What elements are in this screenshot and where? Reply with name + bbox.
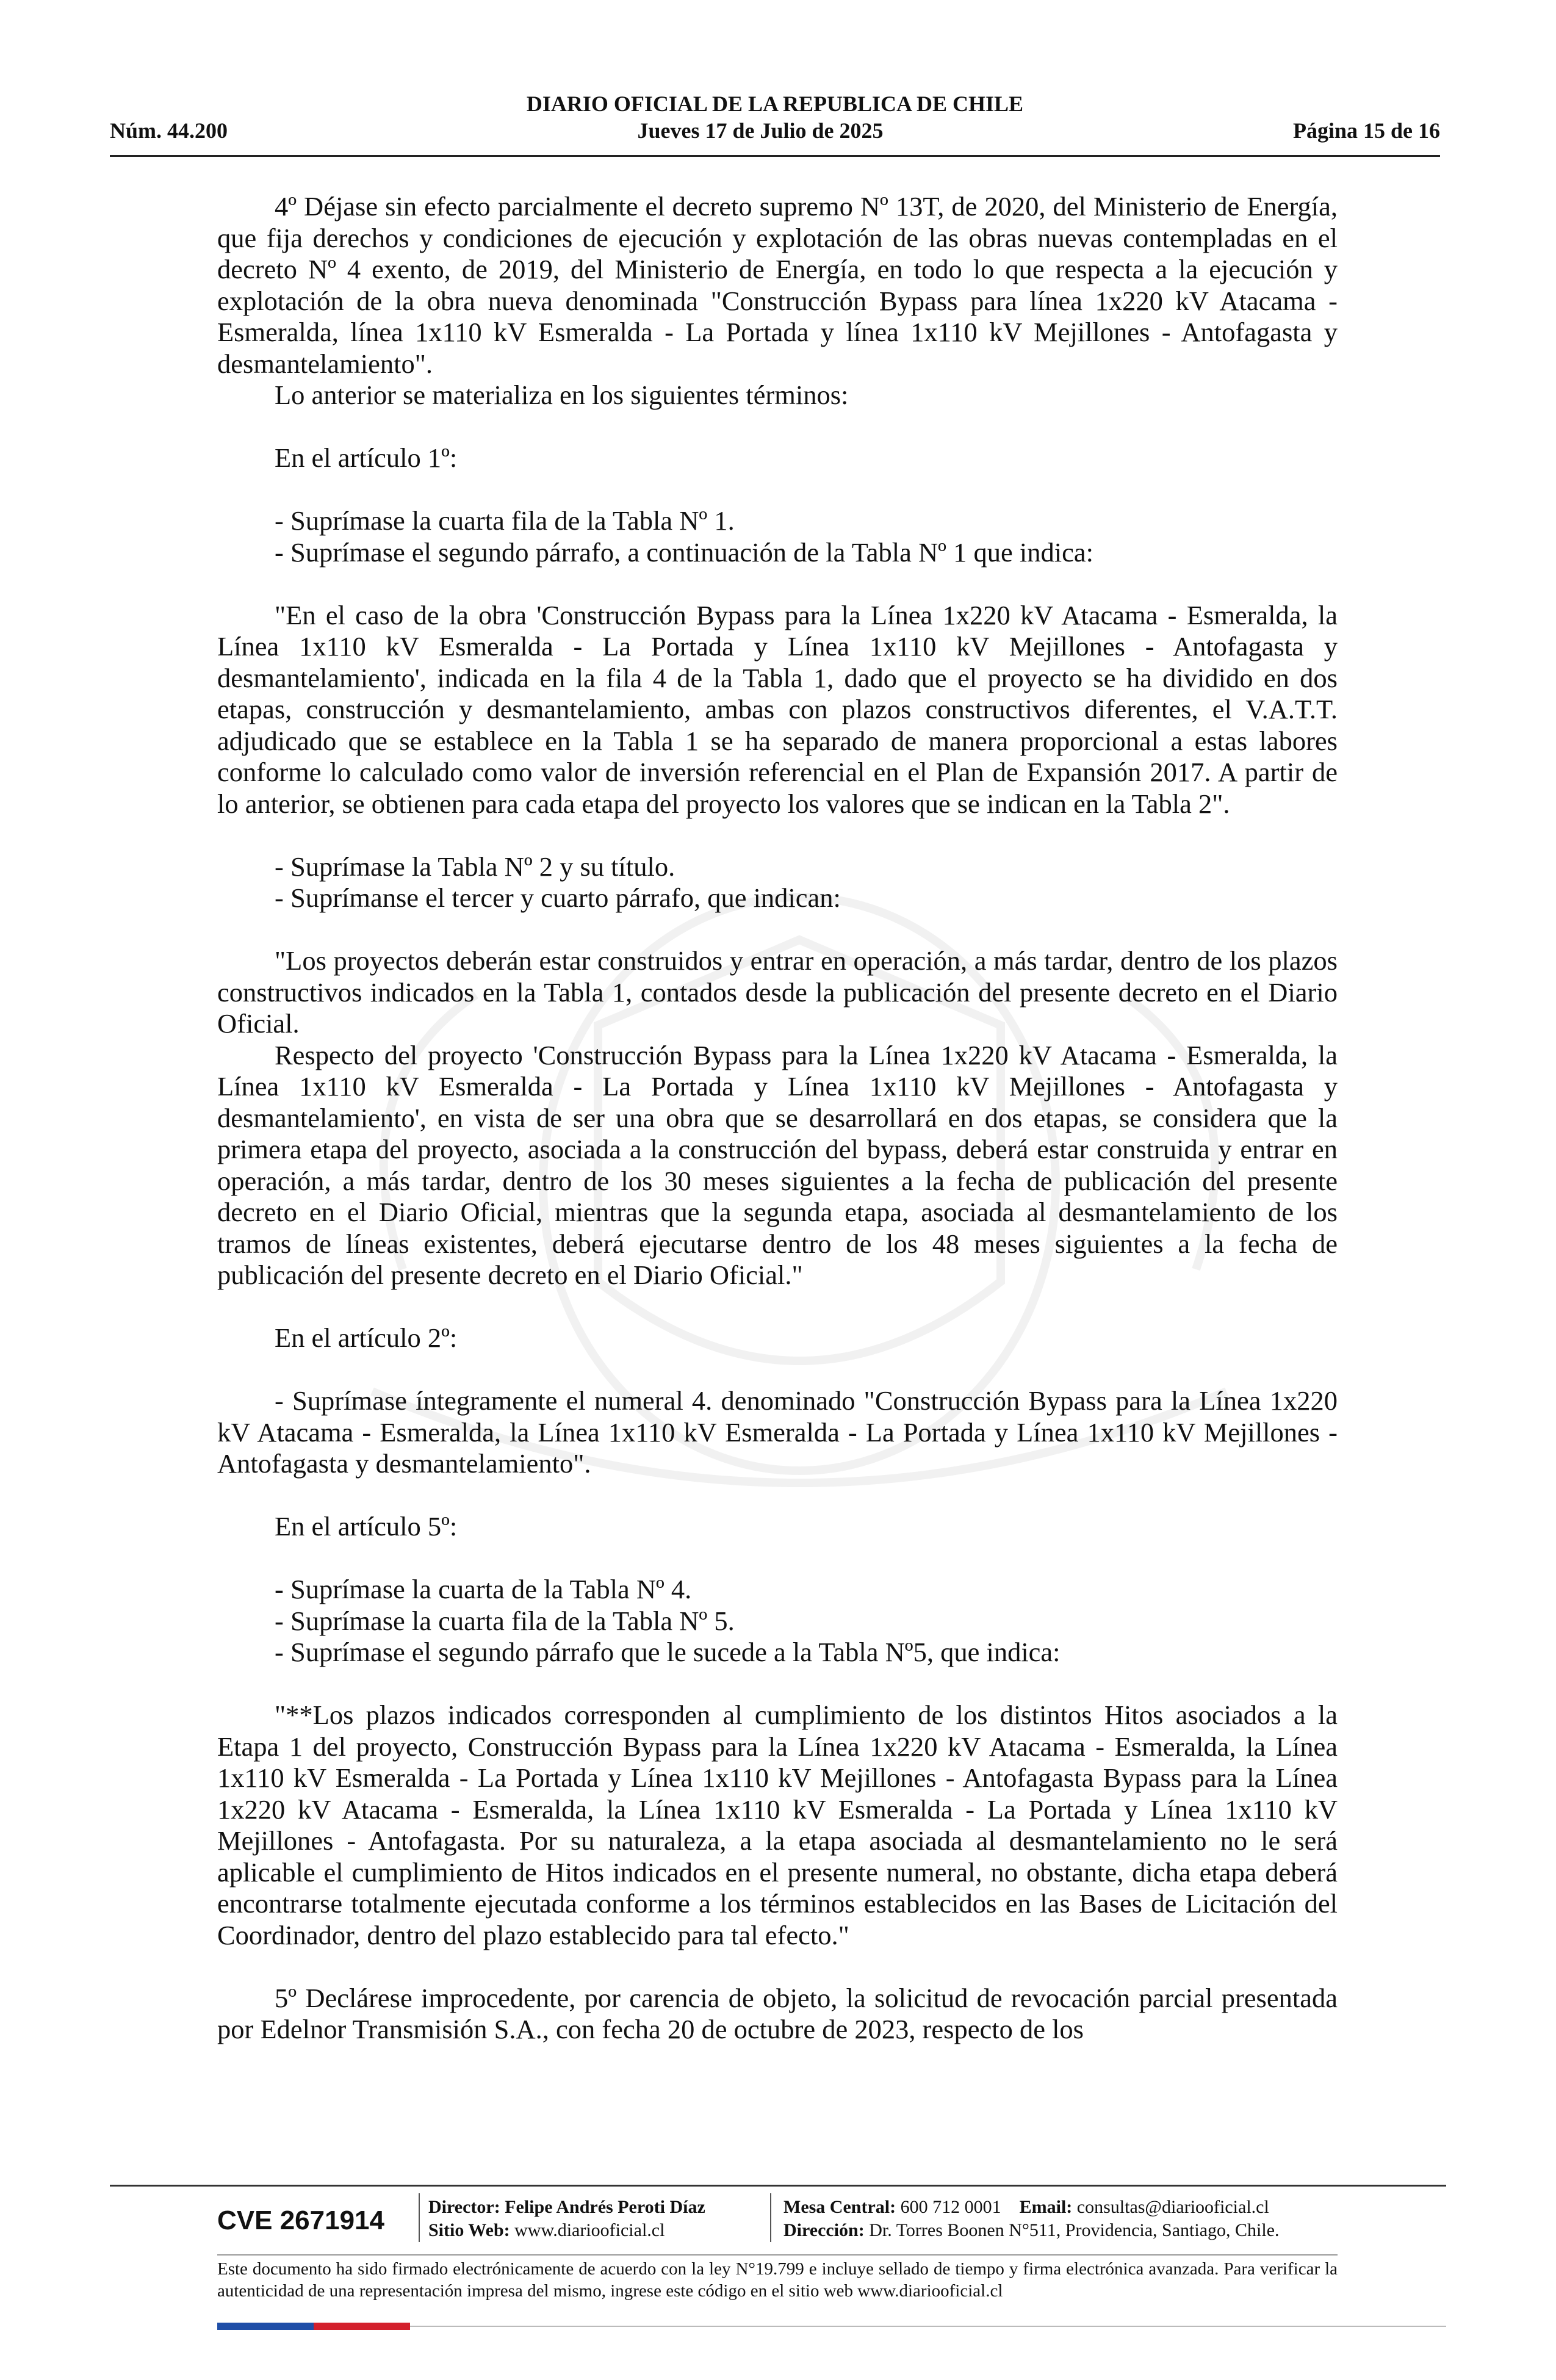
page-footer xyxy=(217,2193,1338,2249)
bottom-divider xyxy=(410,2326,1446,2327)
paragraph-gap xyxy=(217,820,1338,851)
footer-director-block xyxy=(419,2193,770,2242)
paragraph: - Suprímase el segundo párrafo, a continuación de la Tabla Nº 1 que indica: xyxy=(275,536,1093,568)
address-text: Dr. Torres Boonen N°511, Providencia, Santiago, Chile. xyxy=(869,2220,1280,2240)
paragraph-gap xyxy=(217,568,1338,600)
flag-color-bar xyxy=(217,2323,410,2330)
paragraph: - Suprímanse el tercer y cuarto párrafo, que indican: xyxy=(275,882,841,913)
mesa-phone: 600 712 0001 xyxy=(900,2197,1001,2217)
paragraph: - Suprímase la cuarta de la Tabla Nº 4. xyxy=(275,1574,692,1604)
paragraph-gap xyxy=(217,1543,1338,1574)
director-name: Felipe Andrés Peroti Díaz xyxy=(505,2197,705,2217)
footer-inner-divider xyxy=(217,2254,1338,2256)
paragraph: "Los proyectos deberán estar construidos y entrar en operación, a más tardar, dentro de los plazos constructivos indicados en la Tabla 1, contados desde la publicación del presente decreto en el Diario Oficial. xyxy=(217,945,1338,1039)
paragraph-gap xyxy=(217,411,1338,443)
website-label: Sitio Web: xyxy=(428,2220,510,2240)
legal-notice: Este documento ha sido firmado electrónicamente de acuerdo con la ley N°19.799 e incluye sellado de tiempo y firma electrónica avanzada. Para verificar la autenticidad de una representación impresa del mismo, ingrese este código en el sitio web www.diariooficial.cl xyxy=(217,2259,1338,2301)
paragraph-gap xyxy=(217,1480,1338,1512)
website-link[interactable]: www.diariooficial.cl xyxy=(514,2220,665,2240)
paragraph: Lo anterior se materializa en los siguientes términos: xyxy=(275,380,849,410)
paragraph-gap xyxy=(217,1668,1338,1700)
email-link[interactable]: consultas@diariooficial.cl xyxy=(1076,2197,1269,2217)
paragraph: En el artículo 5º: xyxy=(275,1511,458,1542)
paragraph: - Suprímase la Tabla Nº 2 y su título. xyxy=(275,851,675,882)
paragraph: 5º Declárese improcedente, por carencia de objeto, la solicitud de revocación parcial presentada por Edelnor Transmisión S.A., con fecha 20 de octubre de 2023, respecto de los xyxy=(217,1982,1338,2044)
footer-contact-block xyxy=(770,2193,1338,2242)
paragraph-gap xyxy=(217,1354,1338,1386)
red-bar xyxy=(314,2323,410,2330)
issue-number: Núm. 44.200 xyxy=(110,118,228,143)
header-divider xyxy=(110,155,1440,157)
page-number: Página 15 de 16 xyxy=(1292,118,1440,143)
paragraph: "**Los plazos indicados corresponden al cumplimiento de los distintos Hitos asociados a la Etapa 1 del proyecto, Construcción Bypass para la Línea 1x220 kV Atacama - Esmeralda, la Línea 1x110 kV Esmeralda - La Portada y Línea 1x110 kV Mejillones - Antofagasta Bypass para la Línea 1x220 kV Atacama - Esmeralda, la Línea 1x110 kV Esmeralda - La Portada y Línea 1x110 kV Mejillones - Antofagasta. Por su naturaleza, a la etapa asociada al desmantelamiento no le será aplicable el cumplimiento de Hitos indicados en el presente numeral, no obstante, dicha etapa deberá encontrarse totalmente ejecutada conforme a los términos establecidos en las Bases de Licitación del Coordinador, dentro del plazo establecido para tal efecto." xyxy=(217,1700,1338,1950)
paragraph: - Suprímase el segundo párrafo que le sucede a la Tabla Nº5, que indica: xyxy=(275,1637,1061,1667)
paragraph-gap xyxy=(217,1291,1338,1323)
paragraph-gap xyxy=(217,1951,1338,1983)
mesa-label: Mesa Central: xyxy=(783,2197,896,2217)
paragraph-gap xyxy=(217,474,1338,506)
issue-date: Jueves 17 de Julio de 2025 xyxy=(637,118,884,143)
paragraph: - Suprímase la cuarta fila de la Tabla Nº 5. xyxy=(275,1605,735,1636)
cve-code: CVE 2671914 xyxy=(217,2205,384,2235)
page-header xyxy=(110,90,1440,144)
blue-bar xyxy=(217,2323,314,2330)
email-label: Email: xyxy=(1019,2197,1073,2217)
paragraph: 4º Déjase sin efecto parcialmente el decreto supremo Nº 13T, de 2020, del Ministerio de Energía, que fija derechos y condiciones de ejecución y explotación de las obras nuevas contempladas en el decreto Nº 4 exento, de 2019, del Ministerio de Energía, en todo lo que respecta a la ejecución y explotación de la obra nueva denominada "Construcción Bypass para línea 1x220 kV Atacama - Esmeralda, línea 1x110 kV Esmeralda - La Portada y línea 1x110 kV Mejillones - Antofagasta y desmantelamiento". xyxy=(217,191,1338,379)
document-body xyxy=(217,191,1338,2046)
address-label: Dirección: xyxy=(783,2220,865,2240)
footer-divider xyxy=(110,2185,1446,2187)
newspaper-title: DIARIO OFICIAL DE LA REPUBLICA DE CHILE xyxy=(526,92,1024,116)
paragraph: Respecto del proyecto 'Construcción Bypass para la Línea 1x220 kV Atacama - Esmeralda, la Línea 1x110 kV Esmeralda - La Portada y Línea 1x110 kV Mejillones - Antofagasta y desmantelamiento', en vista de ser una obra que se desarrollará en dos etapas, se considera que la primera etapa del proyecto, asociada a la construcción del bypass, deberá estar construida y entrar en operación, a más tardar, dentro de los 30 meses siguientes a la fecha de publicación del presente decreto en el Diario Oficial, mientras que la segunda etapa, asociada al desmantelamiento de los tramos de líneas existentes, deberá ejecutarse dentro de los 48 meses siguientes a la fecha de publicación del presente decreto en el Diario Oficial." xyxy=(217,1039,1338,1290)
paragraph-gap xyxy=(217,914,1338,946)
paragraph: "En el caso de la obra 'Construcción Bypass para la Línea 1x220 kV Atacama - Esmeralda, la Línea 1x110 kV Esmeralda - La Portada y Línea 1x110 kV Mejillones - Antofagasta y desmantelamiento', indicada en la fila 4 de la Tabla 1, dado que el proyecto se ha dividido en dos etapas, construcción y desmantelamiento, ambas con plazos constructivos diferentes, el V.A.T.T. adjudicado que se establece en la Tabla 1 se ha separado de manera proporcional a estas labores conforme lo calculado como valor de inversión referencial en el Plan de Expansión 2017. A partir de lo anterior, se obtienen para cada etapa del proyecto los valores que se indican en la Tabla 2". xyxy=(217,599,1338,819)
paragraph: En el artículo 2º: xyxy=(275,1322,458,1353)
paragraph: - Suprímase íntegramente el numeral 4. denominado "Construcción Bypass para la Línea 1x220 kV Atacama - Esmeralda, la Línea 1x110 kV Esmeralda - La Portada y Línea 1x110 kV Mejillones - Antofagasta y desmantelamiento". xyxy=(217,1385,1338,1479)
paragraph: - Suprímase la cuarta fila de la Tabla Nº 1. xyxy=(275,505,735,536)
paragraph: En el artículo 1º: xyxy=(275,442,458,473)
director-label: Director: xyxy=(428,2197,500,2217)
